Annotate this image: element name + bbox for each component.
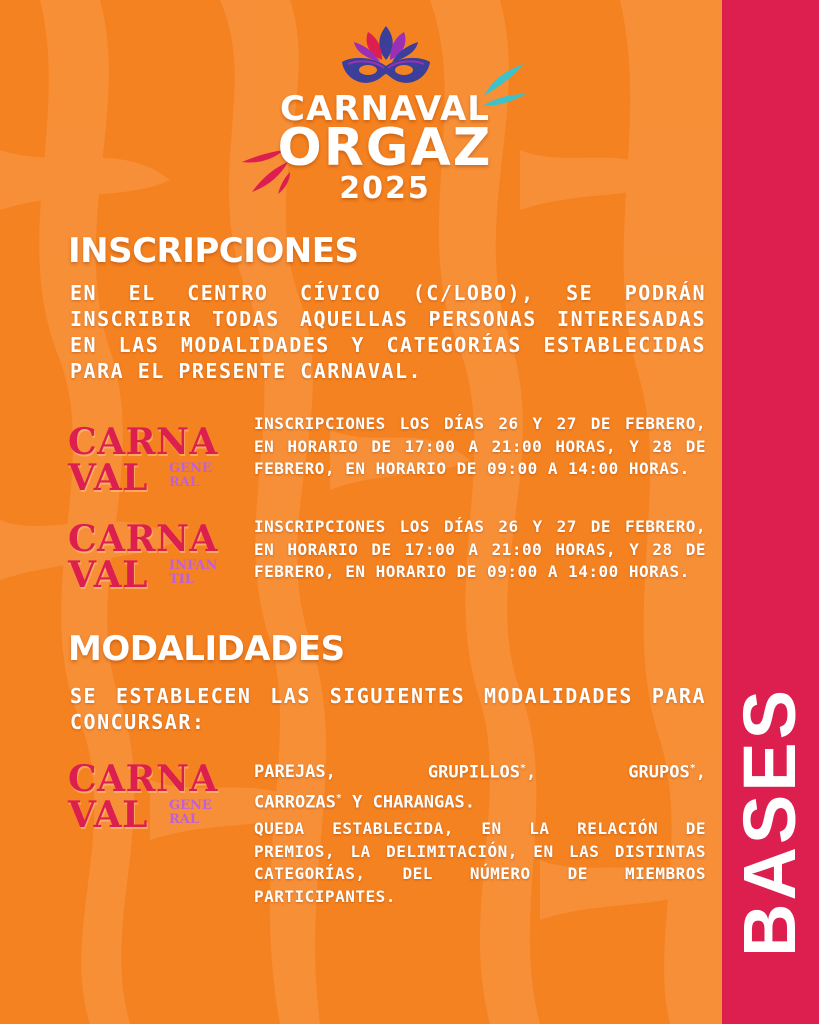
modalidad-carrozas: CARROZAS	[254, 792, 336, 813]
modalidades-title: MODALIDADES	[68, 629, 345, 669]
inscripciones-title: INSCRIPCIONES	[68, 231, 359, 271]
carnaval-logo	[0, 0, 722, 220]
tag-carna: CARNA	[68, 421, 218, 463]
tag-sub-line1: GENE	[169, 798, 212, 813]
general-inscripciones-text: INSCRIPCIONES LOS DÍAS 26 Y 27 DE FEBRERO, EN HORARIO DE 17:00 A 21:00 HORAS, Y 28 DE FEBRERO, EN HORARIO DE 09:00 A 14:00 HORAS.	[254, 414, 706, 478]
modalidades-intro: SE ESTABLECEN LAS SIGUIENTES MODALIDADES PARA CONCURSAR:	[70, 684, 706, 734]
modalidades-list-line2: CARROZAS* Y CHARANGAS.	[254, 792, 475, 813]
infantil-inscripciones-text: INSCRIPCIONES LOS DÍAS 26 Y 27 DE FEBRERO, EN HORARIO DE 17:00 A 21:00 HORAS, Y 28 DE FEBRERO, EN HORARIO DE 09:00 A 14:00 HORAS.	[254, 517, 706, 581]
carnival-mask-icon	[338, 26, 434, 88]
modalidad-grupos: GRUPOS*,	[628, 762, 706, 783]
logo-orgaz: ORGAZ	[277, 118, 493, 178]
modalidades-note: QUEDA ESTABLECIDA, EN LA RELACIÓN DE PREMIOS, LA DELIMITACIÓN, EN LAS DISTINTAS CATEGORÍAS, DEL NÚMERO DE MIEMBROS PARTICIPANTES.	[254, 819, 706, 906]
modalidades-list-line1	[254, 764, 706, 782]
tag-val: VAL	[68, 457, 148, 499]
modalidad-grupillos: GRUPILLOS*,	[427, 762, 537, 783]
tag-val: VAL	[68, 794, 148, 836]
tag-sub-line1: GENE	[169, 461, 212, 476]
tag-val: VAL	[68, 554, 148, 596]
tag-sub-line2: RAL	[169, 475, 200, 490]
tag-sub-line2: RAL	[169, 812, 200, 827]
inscripciones-intro: EN EL CENTRO CÍVICO (C/LOBO), SE PODRÁN INSCRIBIR TODAS AQUELLAS PERSONAS INTERESADAS EN LAS MODALIDADES Y CATEGORÍAS ESTABLECIDAS PARA EL PRESENTE CARNAVAL.	[70, 281, 706, 383]
tag-subtitle	[169, 559, 217, 587]
tag-sub-line2: TIL	[169, 572, 194, 587]
modalidad-parejas: PAREJAS,	[254, 762, 336, 782]
tag-carna: CARNA	[68, 758, 218, 800]
tag-subtitle	[169, 462, 212, 490]
modalidad-charangas: Y CHARANGAS.	[341, 792, 475, 813]
tag-subtitle	[169, 799, 212, 827]
logo-year: 2025	[339, 171, 431, 206]
bases-label: BASES	[728, 687, 811, 957]
logo-carnaval: CARNAVAL	[280, 89, 490, 129]
tag-carna: CARNA	[68, 518, 218, 560]
tag-sub-line1: INFAN	[169, 558, 218, 573]
